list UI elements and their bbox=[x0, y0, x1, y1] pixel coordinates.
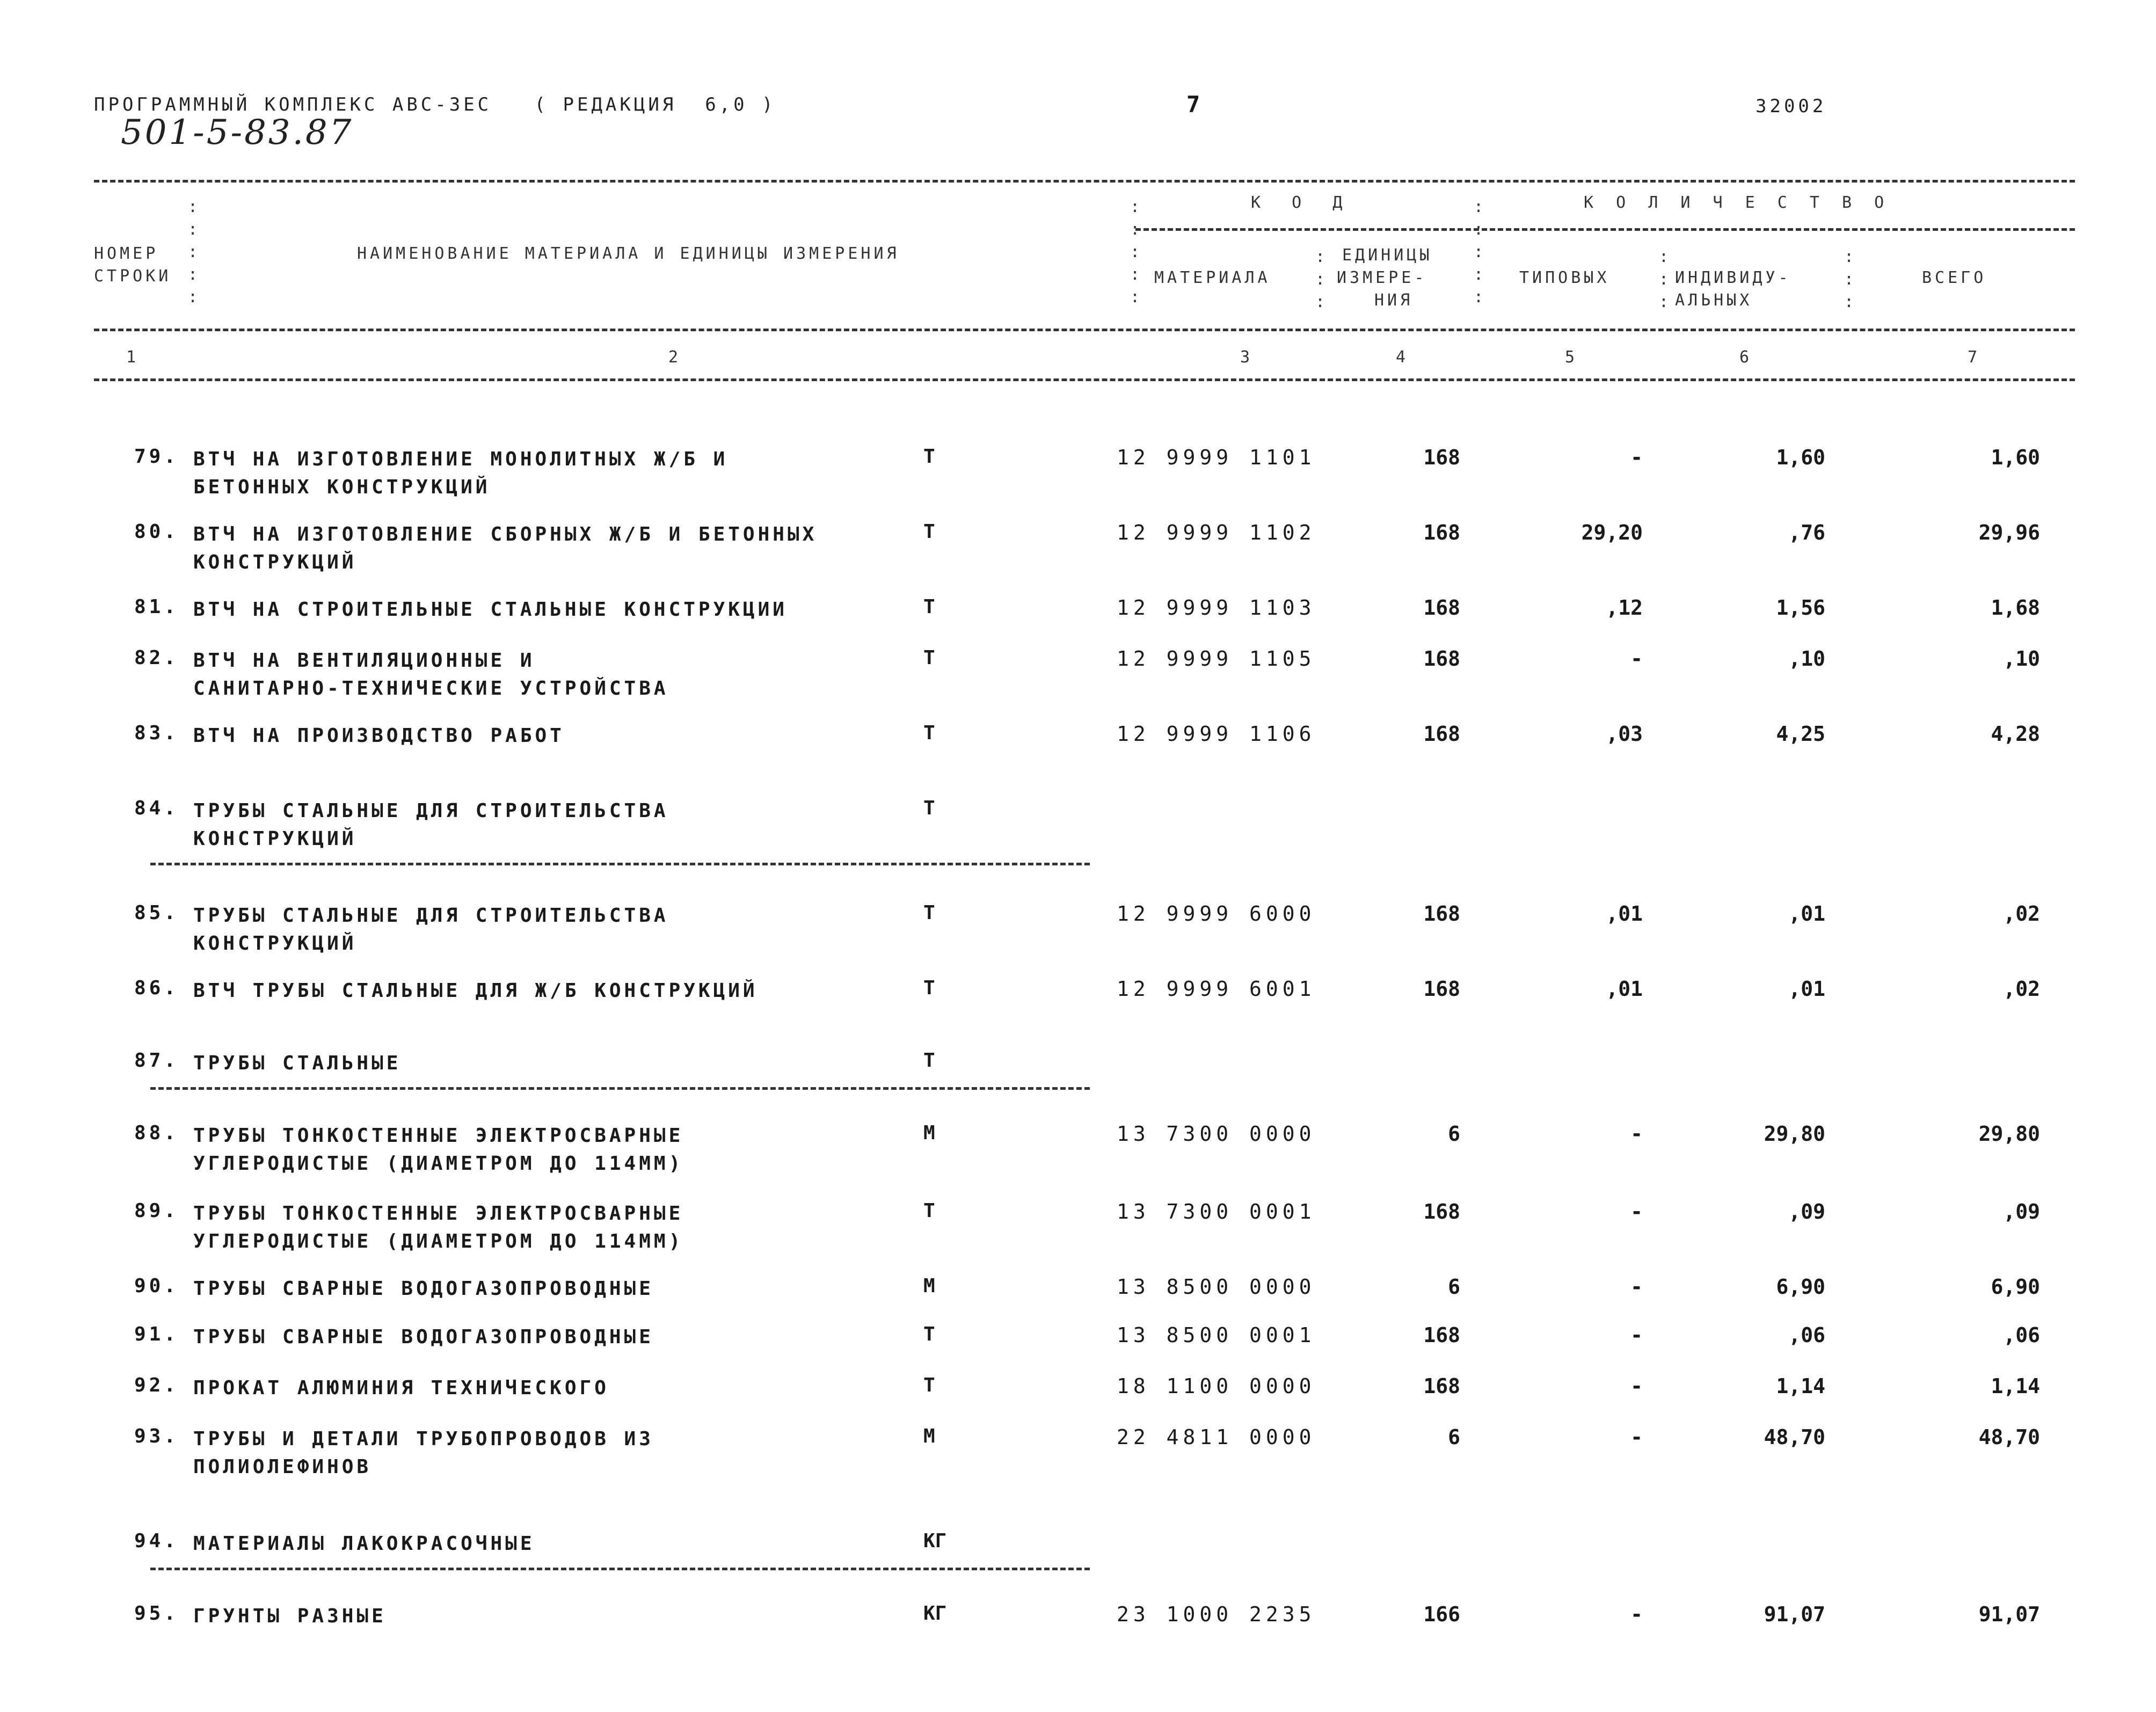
total-quantity: 4,28 bbox=[1991, 722, 2040, 746]
typical-quantity: - bbox=[1630, 1275, 1643, 1299]
handwritten-project-number: 501-5-83.87 bbox=[121, 113, 354, 152]
group-separator bbox=[150, 863, 1090, 865]
unit: КГ bbox=[923, 1530, 947, 1552]
total-quantity: 91,07 bbox=[1978, 1602, 2040, 1626]
table-row bbox=[0, 1122, 2156, 1186]
material-code: 23 1000 2235 bbox=[1117, 1602, 1316, 1626]
row-number: 84. bbox=[134, 797, 179, 819]
table-row bbox=[0, 902, 2156, 966]
col4-header-line1: ЕДИНИЦЫ bbox=[1342, 246, 1433, 265]
measure-code: 6 bbox=[1448, 1122, 1460, 1146]
row-number: 83. bbox=[134, 722, 179, 744]
unit: Т bbox=[923, 1050, 935, 1072]
col1-header-line2: СТРОКИ bbox=[94, 267, 172, 286]
col4-header-line2: ИЗМЕРЕ- bbox=[1337, 268, 1427, 287]
individual-quantity: 1,14 bbox=[1776, 1374, 1825, 1398]
col7-header: ВСЕГО bbox=[1922, 268, 1987, 287]
material-name: ПРОКАТ АЛЮМИНИЯ ТЕХНИЧЕСКОГО bbox=[193, 1377, 609, 1399]
material-name: МАТЕРИАЛЫ ЛАКОКРАСОЧНЫЕ bbox=[193, 1533, 535, 1555]
material-name: ТРУБЫ И ДЕТАЛИ ТРУБОПРОВОДОВ ИЗ ПОЛИОЛЕФИНОВ bbox=[193, 1428, 654, 1478]
table-row bbox=[0, 521, 2156, 585]
colnum-3: 3 bbox=[1240, 348, 1254, 367]
individual-quantity: ,01 bbox=[1788, 902, 1825, 926]
col2-header: НАИМЕНОВАНИЕ МАТЕРИАЛА И ЕДИНИЦЫ ИЗМЕРЕНИЯ bbox=[357, 244, 900, 263]
typical-quantity: - bbox=[1630, 446, 1643, 469]
total-quantity: 1,60 bbox=[1991, 446, 2040, 469]
colon-sep: : : : bbox=[1659, 247, 1672, 311]
measure-code: 168 bbox=[1423, 446, 1460, 469]
row-number: 81. bbox=[134, 596, 179, 618]
row-number: 95. bbox=[134, 1602, 179, 1624]
table-row bbox=[0, 647, 2156, 711]
colon-sep: : : : : : bbox=[188, 198, 201, 307]
total-quantity: 6,90 bbox=[1991, 1275, 2040, 1299]
row-number: 94. bbox=[134, 1530, 179, 1552]
row-number: 88. bbox=[134, 1122, 179, 1144]
unit: КГ bbox=[923, 1602, 947, 1624]
col5-header: ТИПОВЫХ bbox=[1519, 268, 1610, 287]
unit: Т bbox=[923, 1374, 935, 1396]
measure-code: 6 bbox=[1448, 1275, 1460, 1299]
individual-quantity: 1,60 bbox=[1776, 446, 1825, 469]
material-name: ВТЧ НА ПРОИЗВОДСТВО РАБОТ bbox=[193, 725, 565, 747]
total-quantity: 48,70 bbox=[1978, 1425, 2040, 1449]
typical-quantity: - bbox=[1630, 1122, 1643, 1146]
material-code: 12 9999 6001 bbox=[1117, 977, 1316, 1001]
colon-sep: : : : : : bbox=[1474, 198, 1487, 307]
col4-header-line3: НИЯ bbox=[1374, 291, 1414, 310]
material-code: 12 9999 1101 bbox=[1117, 446, 1316, 469]
group-separator bbox=[150, 1568, 1090, 1570]
typical-quantity: ,12 bbox=[1606, 596, 1643, 620]
material-name: ТРУБЫ СТАЛЬНЫЕ ДЛЯ СТРОИТЕЛЬСТВА КОНСТРУКЦИЙ bbox=[193, 800, 669, 850]
measure-code: 168 bbox=[1423, 1323, 1460, 1347]
total-quantity: 1,68 bbox=[1991, 596, 2040, 620]
material-code: 18 1100 0000 bbox=[1117, 1374, 1316, 1398]
unit: Т bbox=[923, 977, 935, 999]
material-code: 12 9999 6000 bbox=[1117, 902, 1316, 926]
unit: Т bbox=[923, 647, 935, 669]
unit: Т bbox=[923, 521, 935, 543]
col1-header-line1: НОМЕР bbox=[94, 244, 159, 263]
colnum-6: 6 bbox=[1739, 348, 1753, 367]
material-code: 22 4811 0000 bbox=[1117, 1425, 1316, 1449]
row-number: 90. bbox=[134, 1275, 179, 1297]
colnum-1: 1 bbox=[126, 348, 140, 367]
typical-quantity: ,03 bbox=[1606, 722, 1643, 746]
typical-quantity: ,01 bbox=[1606, 977, 1643, 1001]
document-code: 32002 bbox=[1756, 96, 1827, 117]
typical-quantity: ,01 bbox=[1606, 902, 1643, 926]
material-name: ВТЧ НА ИЗГОТОВЛЕНИЕ МОНОЛИТНЫХ Ж/Б И БЕТОННЫХ КОНСТРУКЦИЙ bbox=[193, 448, 729, 498]
individual-quantity: ,06 bbox=[1788, 1323, 1825, 1347]
row-number: 79. bbox=[134, 446, 179, 468]
table-row bbox=[0, 446, 2156, 510]
individual-quantity: ,01 bbox=[1788, 977, 1825, 1001]
colon-sep: : : : : : bbox=[1130, 198, 1143, 307]
table-row bbox=[0, 1425, 2156, 1490]
unit: М bbox=[923, 1275, 935, 1297]
measure-code: 168 bbox=[1423, 1200, 1460, 1223]
table-row bbox=[0, 977, 2156, 1041]
individual-quantity: 91,07 bbox=[1764, 1602, 1825, 1626]
col6-header-line2: АЛЬНЫХ bbox=[1675, 291, 1753, 310]
material-code: 12 9999 1102 bbox=[1117, 521, 1316, 544]
colnum-5: 5 bbox=[1565, 348, 1578, 367]
individual-quantity: 29,80 bbox=[1764, 1122, 1825, 1146]
individual-quantity: ,10 bbox=[1788, 647, 1825, 671]
total-quantity: 29,80 bbox=[1978, 1122, 2040, 1146]
unit: М bbox=[923, 1122, 935, 1144]
header-kod-rule bbox=[1135, 228, 2075, 231]
total-quantity: ,02 bbox=[2003, 902, 2040, 926]
unit: Т bbox=[923, 446, 935, 468]
colon-sep: : : : bbox=[1844, 247, 1858, 311]
total-quantity: ,10 bbox=[2003, 647, 2040, 671]
individual-quantity: ,76 bbox=[1788, 521, 1825, 544]
typical-quantity: - bbox=[1630, 1200, 1643, 1223]
col6-header-line1: ИНДИВИДУ- bbox=[1675, 268, 1791, 287]
program-title: ПРОГРАММНЫЙ КОМПЛЕКС АВС-ЗЕС ( РЕДАКЦИЯ 6,0 ) bbox=[94, 94, 776, 115]
kod-group-header: К О Д bbox=[1251, 193, 1353, 212]
row-number: 91. bbox=[134, 1323, 179, 1345]
typical-quantity: - bbox=[1630, 1374, 1643, 1398]
colnum-7: 7 bbox=[1968, 348, 1981, 367]
kolichestvo-group-header: К О Л И Ч Е С Т В О bbox=[1584, 193, 1891, 212]
table-row bbox=[0, 1530, 2156, 1594]
page-number: 7 bbox=[1186, 91, 1200, 118]
material-name: ТРУБЫ СВАРНЫЕ ВОДОГАЗОПРОВОДНЫЕ bbox=[193, 1326, 654, 1348]
row-number: 89. bbox=[134, 1200, 179, 1222]
typical-quantity: 29,20 bbox=[1581, 521, 1643, 544]
unit: М bbox=[923, 1425, 935, 1447]
material-code: 13 8500 0001 bbox=[1117, 1323, 1316, 1347]
material-name: ВТЧ ТРУБЫ СТАЛЬНЫЕ ДЛЯ Ж/Б КОНСТРУКЦИЙ bbox=[193, 980, 758, 1002]
typical-quantity: - bbox=[1630, 1425, 1643, 1449]
table-row bbox=[0, 1200, 2156, 1264]
table-row bbox=[0, 1602, 2156, 1667]
material-name: ВТЧ НА ИЗГОТОВЛЕНИЕ СБОРНЫХ Ж/Б И БЕТОННЫХ КОНСТРУКЦИЙ bbox=[193, 523, 818, 573]
table-row bbox=[0, 797, 2156, 862]
unit: Т bbox=[923, 722, 935, 744]
unit: Т bbox=[923, 596, 935, 618]
measure-code: 168 bbox=[1423, 647, 1460, 671]
individual-quantity: ,09 bbox=[1788, 1200, 1825, 1223]
measure-code: 168 bbox=[1423, 722, 1460, 746]
typical-quantity: - bbox=[1630, 1602, 1643, 1626]
colnum-4: 4 bbox=[1396, 348, 1409, 367]
individual-quantity: 48,70 bbox=[1764, 1425, 1825, 1449]
unit: Т bbox=[923, 902, 935, 924]
table-row bbox=[0, 1050, 2156, 1114]
col3-header: МАТЕРИАЛА bbox=[1154, 268, 1271, 287]
header-top-rule bbox=[94, 180, 2075, 183]
typical-quantity: - bbox=[1630, 1323, 1643, 1347]
material-name: ВТЧ НА ВЕНТИЛЯЦИОННЫЕ И САНИТАРНО-ТЕХНИЧЕСКИЕ УСТРОЙСТВА bbox=[193, 650, 669, 700]
material-name: ТРУБЫ СТАЛЬНЫЕ ДЛЯ СТРОИТЕЛЬСТВА КОНСТРУКЦИЙ bbox=[193, 905, 669, 955]
total-quantity: ,02 bbox=[2003, 977, 2040, 1001]
colnum-bottom-rule bbox=[94, 378, 2075, 381]
measure-code: 168 bbox=[1423, 1374, 1460, 1398]
material-code: 12 9999 1106 bbox=[1117, 722, 1316, 746]
row-number: 82. bbox=[134, 647, 179, 669]
measure-code: 166 bbox=[1423, 1602, 1460, 1626]
row-number: 92. bbox=[134, 1374, 179, 1396]
material-code: 13 8500 0000 bbox=[1117, 1275, 1316, 1299]
typical-quantity: - bbox=[1630, 647, 1643, 671]
unit: Т bbox=[923, 1200, 935, 1222]
row-number: 80. bbox=[134, 521, 179, 543]
total-quantity: 29,96 bbox=[1978, 521, 2040, 544]
measure-code: 168 bbox=[1423, 977, 1460, 1001]
material-name: ГРУНТЫ РАЗНЫЕ bbox=[193, 1605, 387, 1627]
table-row bbox=[0, 722, 2156, 786]
material-name: ТРУБЫ ТОНКОСТЕННЫЕ ЭЛЕКТРОСВАРНЫЕ УГЛЕРОДИСТЫЕ (ДИАМЕТРОМ ДО 114ММ) bbox=[193, 1203, 684, 1252]
individual-quantity: 1,56 bbox=[1776, 596, 1825, 620]
row-number: 85. bbox=[134, 902, 179, 924]
colnum-2: 2 bbox=[668, 348, 682, 367]
material-name: ВТЧ НА СТРОИТЕЛЬНЫЕ СТАЛЬНЫЕ КОНСТРУКЦИИ bbox=[193, 599, 788, 621]
material-code: 13 7300 0000 bbox=[1117, 1122, 1316, 1146]
measure-code: 168 bbox=[1423, 596, 1460, 620]
colon-sep: : : : bbox=[1315, 247, 1329, 311]
material-code: 13 7300 0001 bbox=[1117, 1200, 1316, 1223]
individual-quantity: 4,25 bbox=[1776, 722, 1825, 746]
total-quantity: 1,14 bbox=[1991, 1374, 2040, 1398]
header-bottom-rule bbox=[94, 329, 2075, 331]
row-number: 93. bbox=[134, 1425, 179, 1447]
material-code: 12 9999 1103 bbox=[1117, 596, 1316, 620]
material-name: ТРУБЫ ТОНКОСТЕННЫЕ ЭЛЕКТРОСВАРНЫЕ УГЛЕРОДИСТЫЕ (ДИАМЕТРОМ ДО 114ММ) bbox=[193, 1125, 684, 1175]
unit: Т bbox=[923, 797, 935, 819]
individual-quantity: 6,90 bbox=[1776, 1275, 1825, 1299]
measure-code: 168 bbox=[1423, 902, 1460, 926]
material-name: ТРУБЫ СТАЛЬНЫЕ bbox=[193, 1052, 402, 1074]
row-number: 86. bbox=[134, 977, 179, 999]
measure-code: 168 bbox=[1423, 521, 1460, 544]
group-separator bbox=[150, 1087, 1090, 1090]
total-quantity: ,09 bbox=[2003, 1200, 2040, 1223]
total-quantity: ,06 bbox=[2003, 1323, 2040, 1347]
material-code: 12 9999 1105 bbox=[1117, 647, 1316, 671]
unit: Т bbox=[923, 1323, 935, 1345]
measure-code: 6 bbox=[1448, 1425, 1460, 1449]
row-number: 87. bbox=[134, 1050, 179, 1072]
material-name: ТРУБЫ СВАРНЫЕ ВОДОГАЗОПРОВОДНЫЕ bbox=[193, 1278, 654, 1300]
